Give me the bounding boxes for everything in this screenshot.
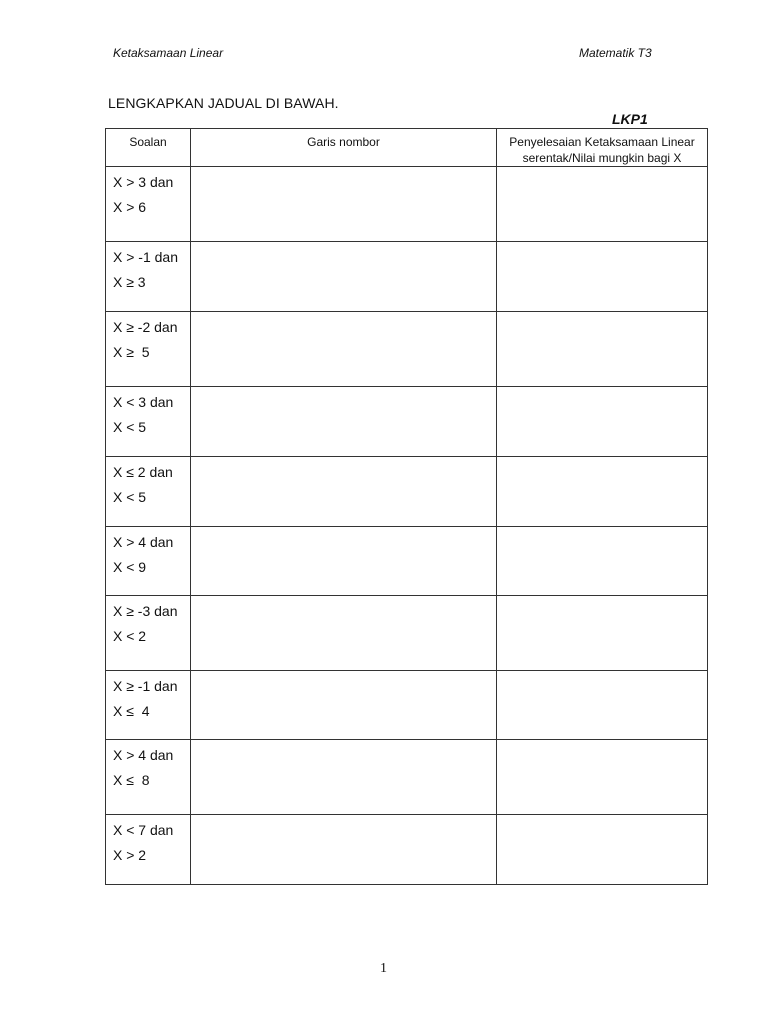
question-line-2: X ≥ 5: [113, 344, 150, 360]
question-line-1: X > 3 dan: [113, 174, 174, 190]
question-cell: [106, 242, 191, 312]
solution-answer-cell[interactable]: [497, 527, 708, 596]
solution-answer-cell[interactable]: [497, 740, 708, 815]
question-line-2: X < 9: [113, 559, 147, 575]
solution-answer-cell[interactable]: [497, 671, 708, 740]
question-line-2: X ≥ 3: [113, 274, 146, 290]
table-row: [106, 457, 708, 527]
question-line-2: X < 5: [113, 419, 147, 435]
running-header-subject: Matematik T3: [579, 46, 652, 60]
table-row: [106, 671, 708, 740]
column-header-solution: [497, 129, 708, 167]
table-row: [106, 312, 708, 387]
solution-answer-cell[interactable]: [497, 242, 708, 312]
column-header-number-line: Garis nombor: [191, 129, 497, 167]
solution-answer-cell[interactable]: [497, 167, 708, 242]
table-row: [106, 242, 708, 312]
page-number: 1: [380, 961, 387, 976]
question-line-1: X ≥ -3 dan: [113, 603, 178, 619]
number-line-answer-cell[interactable]: [191, 671, 497, 740]
solution-answer-cell[interactable]: [497, 815, 708, 885]
question-line-2: X ≤ 4: [113, 703, 150, 719]
question-line-1: X > 4 dan: [113, 747, 174, 763]
table-header-row: [106, 129, 708, 167]
question-cell: [106, 387, 191, 457]
question-cell: [106, 527, 191, 596]
question-line-1: X < 3 dan: [113, 394, 174, 410]
running-header-title: Ketaksamaan Linear: [113, 46, 224, 60]
number-line-answer-cell[interactable]: [191, 527, 497, 596]
number-line-answer-cell[interactable]: [191, 167, 497, 242]
table-row: [106, 387, 708, 457]
question-line-2: X < 5: [113, 489, 147, 505]
question-cell: [106, 312, 191, 387]
table-row: [106, 167, 708, 242]
solution-answer-cell[interactable]: [497, 457, 708, 527]
question-line-1: X > 4 dan: [113, 534, 174, 550]
number-line-answer-cell[interactable]: [191, 457, 497, 527]
question-line-1: X ≥ -2 dan: [113, 319, 178, 335]
table-row: [106, 527, 708, 596]
column-header-question: Soalan: [106, 129, 191, 167]
table-row: [106, 740, 708, 815]
worksheet-code: LKP1: [612, 111, 648, 127]
number-line-answer-cell[interactable]: [191, 815, 497, 885]
solution-answer-cell[interactable]: [497, 596, 708, 671]
question-line-1: X ≤ 2 dan: [113, 464, 173, 480]
question-cell: [106, 671, 191, 740]
solution-answer-cell[interactable]: [497, 312, 708, 387]
question-cell: [106, 167, 191, 242]
instruction-heading: LENGKAPKAN JADUAL DI BAWAH.: [108, 95, 339, 111]
question-cell: [106, 596, 191, 671]
number-line-answer-cell[interactable]: [191, 596, 497, 671]
question-line-2: X > 2: [113, 847, 147, 863]
number-line-answer-cell[interactable]: [191, 312, 497, 387]
question-line-1: X > -1 dan: [113, 249, 178, 265]
table-row: [106, 815, 708, 885]
question-line-2: X ≤ 8: [113, 772, 150, 788]
inequality-worksheet-table: [105, 128, 708, 885]
question-line-2: X > 6: [113, 199, 147, 215]
question-cell: [106, 457, 191, 527]
question-line-1: X ≥ -1 dan: [113, 678, 178, 694]
question-line-1: X < 7 dan: [113, 822, 174, 838]
number-line-answer-cell[interactable]: [191, 740, 497, 815]
question-cell: [106, 815, 191, 885]
solution-answer-cell[interactable]: [497, 387, 708, 457]
column-header-solution-line-1: Penyelesaian Ketaksamaan Linear: [509, 135, 695, 149]
question-cell: [106, 740, 191, 815]
question-line-2: X < 2: [113, 628, 147, 644]
table-row: [106, 596, 708, 671]
column-header-solution-line-2: serentak/Nilai mungkin bagi X: [522, 151, 682, 165]
number-line-answer-cell[interactable]: [191, 387, 497, 457]
number-line-answer-cell[interactable]: [191, 242, 497, 312]
